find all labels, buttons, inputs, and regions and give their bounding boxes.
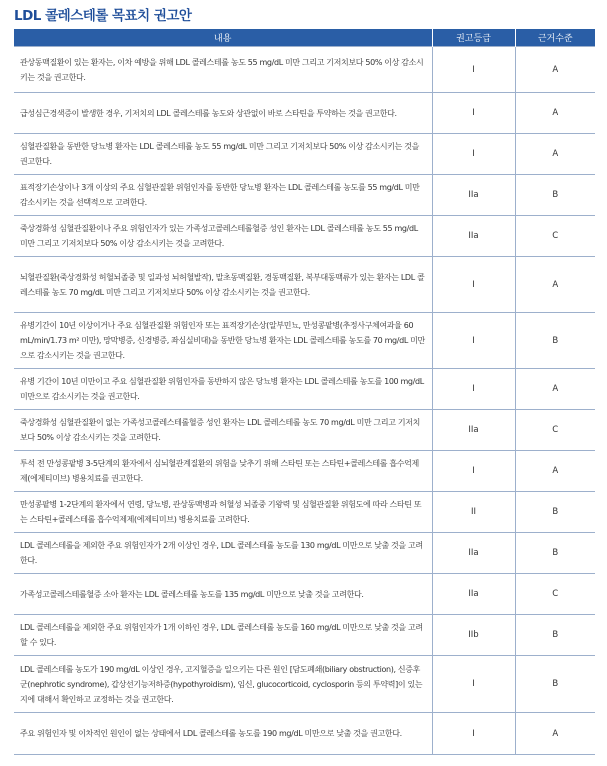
- table-row: [14, 369, 595, 410]
- table-row: [14, 216, 595, 257]
- table-row: [14, 533, 595, 574]
- evidence-level: A: [515, 451, 595, 492]
- header-content: 내용: [14, 29, 432, 47]
- recommendation-grade: IIa: [432, 216, 515, 257]
- recommendation-text: LDL 콜레스테롤을 제외한 주요 위험인자가 2개 이상인 경우, LDL 콜레스테롤 농도를 130 mg/dL 미만으로 낮출 것을 고려한다.: [14, 533, 432, 574]
- recommendation-text: 투석 전 만성콩팥병 3-5단계의 환자에서 심뇌혈관계질환의 위험을 낮추기 위해 스타틴 또는 스타틴+콜레스테롤 흡수억제제(에제티미브) 병용치료를 권고한다.: [14, 451, 432, 492]
- table-row: [14, 574, 595, 615]
- recommendation-grade: IIa: [432, 175, 515, 216]
- table-row: [14, 47, 595, 93]
- recommendation-text: 급성심근경색증이 발생한 경우, 기저치의 LDL 콜레스테롤 농도와 상관없이 바로 스타틴을 투약하는 것을 권고한다.: [14, 93, 432, 134]
- recommendation-grade: II: [432, 492, 515, 533]
- table-row: [14, 451, 595, 492]
- table-row: [14, 713, 595, 755]
- page-title: LDL 콜레스테롤 목표치 권고안: [14, 8, 192, 24]
- header-grade: 권고등급: [432, 29, 515, 47]
- recommendation-text: 죽상경화성 심혈관질환이 없는 가족성고콜레스테롤혈증 성인 환자는 LDL 콜레스테롤 농도 70 mg/dL 미만 그리고 기저치보다 50% 이상 감소시키는 것을 고려한다.: [14, 410, 432, 451]
- recommendation-table: [14, 29, 595, 755]
- evidence-level: C: [515, 574, 595, 615]
- evidence-level: B: [515, 656, 595, 713]
- recommendation-grade: I: [432, 93, 515, 134]
- evidence-level: B: [515, 313, 595, 369]
- evidence-level: A: [515, 713, 595, 755]
- recommendation-text: 유병기간이 10년 이상이거나 주요 심혈관질환 위험인자 또는 표적장기손상(알부민뇨, 만성콩팥병(추정사구체여과율 60 mL/min/1.73 m² 미만), 망막병증, 신경병증, 좌심실비대)을 동반한 당뇨병 환자는 LDL 콜레스테롤 농도를 70 mg/dL 미만으로 감소시키는 것을 권고한다.: [14, 313, 432, 369]
- evidence-level: A: [515, 134, 595, 175]
- evidence-level: B: [515, 533, 595, 574]
- evidence-level: A: [515, 47, 595, 93]
- recommendation-grade: I: [432, 713, 515, 755]
- table-row: [14, 410, 595, 451]
- recommendation-grade: IIa: [432, 574, 515, 615]
- table-row: [14, 257, 595, 313]
- evidence-level: B: [515, 175, 595, 216]
- recommendation-grade: I: [432, 656, 515, 713]
- recommendation-grade: I: [432, 313, 515, 369]
- recommendation-text: LDL 콜레스테롤 농도가 190 mg/dL 이상인 경우, 고지혈증을 일으키는 다른 원인 [담도폐쇄(biliary obstruction), 신증후군(nephrotic syndrome), 갑상선기능저하증(hypothyroidism), 임신, glucocorticoid, cyclosporin 등의 투약력]이 있는지에 대해서 확인하고 교정하는 것을 권고한다.: [14, 656, 432, 713]
- evidence-level: B: [515, 615, 595, 656]
- header-evidence-level: 근거수준: [515, 29, 595, 47]
- evidence-level: C: [515, 410, 595, 451]
- recommendation-text: 심혈관질환을 동반한 당뇨병 환자는 LDL 콜레스테롤 농도 55 mg/dL 미만 그리고 기저치보다 50% 이상 감소시키는 것을 권고한다.: [14, 134, 432, 175]
- recommendation-grade: I: [432, 257, 515, 313]
- table-row: [14, 615, 595, 656]
- table-row: [14, 175, 595, 216]
- table-row: [14, 93, 595, 134]
- recommendation-text: 죽상경화성 심혈관질환이나 주요 위험인자가 있는 가족성고콜레스테롤혈증 성인 환자는 LDL 콜레스테롤 농도 55 mg/dL 미만 그리고 기저치보다 50% 이상 감소시키는 것을 고려한다.: [14, 216, 432, 257]
- recommendation-grade: IIa: [432, 533, 515, 574]
- recommendation-grade: I: [432, 369, 515, 410]
- evidence-level: A: [515, 257, 595, 313]
- recommendation-text: 만성콩팥병 1-2단계의 환자에서 연령, 당뇨병, 관상동맥병과 허혈성 뇌졸중 기왕력 및 심혈관질환 위험도에 따라 스타틴 또는 스타틴+콜레스테롤 흡수억제제(에제티미브) 병용치료를 고려한다.: [14, 492, 432, 533]
- recommendation-grade: I: [432, 451, 515, 492]
- recommendation-text: 표적장기손상이나 3개 이상의 주요 심혈관질환 위험인자를 동반한 당뇨병 환자는 LDL 콜레스테롤 농도를 55 mg/dL 미만 감소시키는 것을 선택적으로 고려한다.: [14, 175, 432, 216]
- evidence-level: A: [515, 369, 595, 410]
- table-row: [14, 656, 595, 713]
- table-row: [14, 134, 595, 175]
- recommendation-grade: I: [432, 134, 515, 175]
- recommendation-text: 관상동맥질환이 있는 환자는, 이차 예방을 위해 LDL 콜레스테롤 농도 55 mg/dL 미만 그리고 기저치보다 50% 이상 감소시키는 것을 권고한다.: [14, 47, 432, 93]
- recommendation-text: 뇌혈관질환(죽상경화성 허혈뇌졸중 및 일과성 뇌허혈발작), 말초동맥질환, 경동맥질환, 복부대동맥류가 있는 환자는 LDL 콜레스테롤 농도 70 mg/dL 미만 그리고 기저치보다 50% 이상 감소시키는 것을 권고한다.: [14, 257, 432, 313]
- recommendation-text: 가족성고콜레스테롤혈증 소아 환자는 LDL 콜레스테롤 농도를 135 mg/dL 미만으로 낮출 것을 고려한다.: [14, 574, 432, 615]
- recommendation-grade: IIa: [432, 410, 515, 451]
- recommendation-grade: I: [432, 47, 515, 93]
- table-row: [14, 313, 595, 369]
- evidence-level: C: [515, 216, 595, 257]
- recommendation-grade: IIb: [432, 615, 515, 656]
- recommendation-text: 주요 위험인자 및 이차적인 원인이 없는 상태에서 LDL 콜레스테롤 농도를 190 mg/dL 미만으로 낮출 것을 권고한다.: [14, 713, 432, 755]
- recommendation-text: LDL 콜레스테롤을 제외한 주요 위험인자가 1개 이하인 경우, LDL 콜레스테롤 농도를 160 mg/dL 미만으로 낮출 것을 고려할 수 있다.: [14, 615, 432, 656]
- recommendation-text: 유병 기간이 10년 미만이고 주요 심혈관질환 위험인자를 동반하지 않은 당뇨병 환자는 LDL 콜레스테롤 농도를 100 mg/dL 미만으로 감소시키는 것을 권고한다.: [14, 369, 432, 410]
- evidence-level: A: [515, 93, 595, 134]
- table-row: [14, 492, 595, 533]
- evidence-level: B: [515, 492, 595, 533]
- table-header-row: [14, 29, 595, 47]
